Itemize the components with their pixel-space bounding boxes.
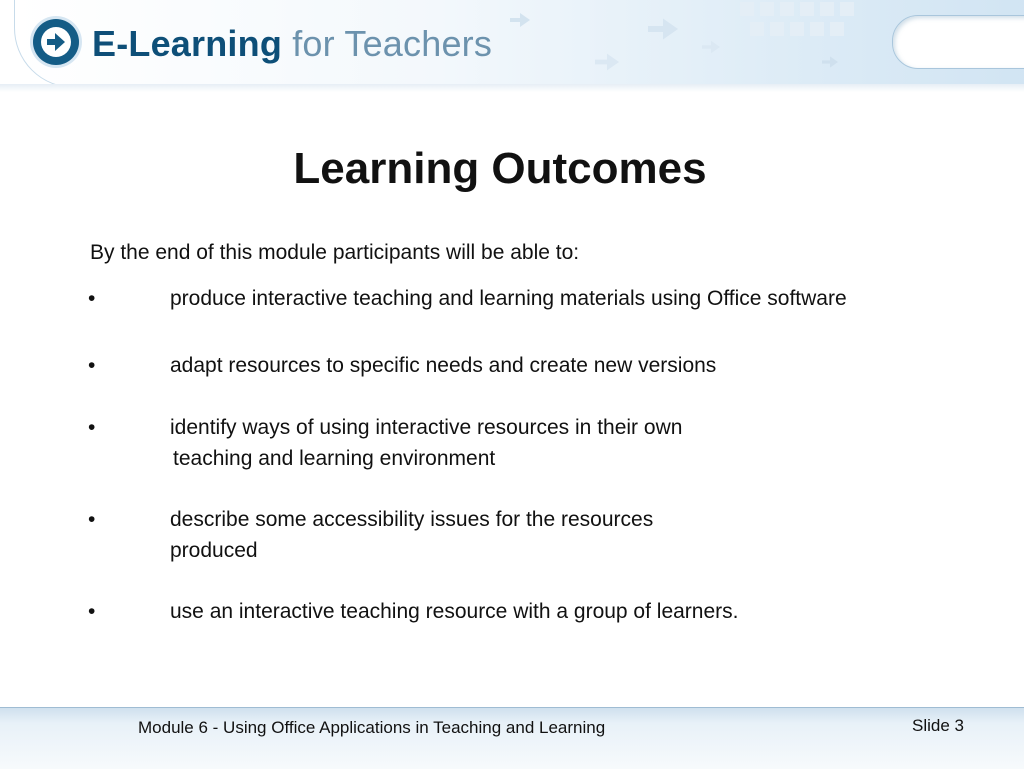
logo-secondary-text: for Teachers — [292, 23, 493, 64]
decorative-arrow-icon — [820, 54, 840, 70]
decorative-arrow-icon — [508, 10, 532, 30]
right-arrow-circle-icon — [33, 19, 79, 65]
outcome-line: use an interactive teaching resource with a group of learners. — [170, 600, 739, 623]
outcome-line: produced — [170, 539, 258, 562]
header-banner — [0, 0, 1024, 92]
bullet: • — [88, 600, 96, 623]
decorative-arrow-icon — [700, 38, 722, 56]
bullet: • — [88, 508, 96, 531]
decorative-arrow-icon — [592, 50, 622, 74]
outcome-line: adapt resources to specific needs and create new versions — [170, 354, 717, 377]
outcome-line: teaching and learning environment — [173, 447, 496, 470]
outcome-line: identify ways of using interactive resources in their own — [170, 416, 683, 439]
slide-title: Learning Outcomes — [293, 144, 707, 193]
bullet: • — [88, 416, 96, 439]
outcome-line: describe some accessibility issues for the resources — [170, 508, 654, 531]
header-search-pill — [892, 15, 1024, 69]
intro-text: By the end of this module participants will be able to: — [90, 241, 580, 264]
logo-wordmark — [92, 22, 492, 66]
slide-number: Slide 3 — [912, 716, 964, 735]
outcome-line: produce interactive teaching and learning materials using Office software — [170, 287, 847, 310]
bullet: • — [88, 354, 96, 377]
logo-primary-text: E-Learning — [92, 23, 283, 64]
decorative-arrow-icon — [645, 14, 681, 44]
decorative-grid-pattern — [740, 2, 860, 42]
banner-shadow — [0, 84, 1024, 92]
bullet: • — [88, 287, 96, 310]
footer-module-text: Module 6 - Using Office Applications in Teaching and Learning — [138, 718, 606, 737]
